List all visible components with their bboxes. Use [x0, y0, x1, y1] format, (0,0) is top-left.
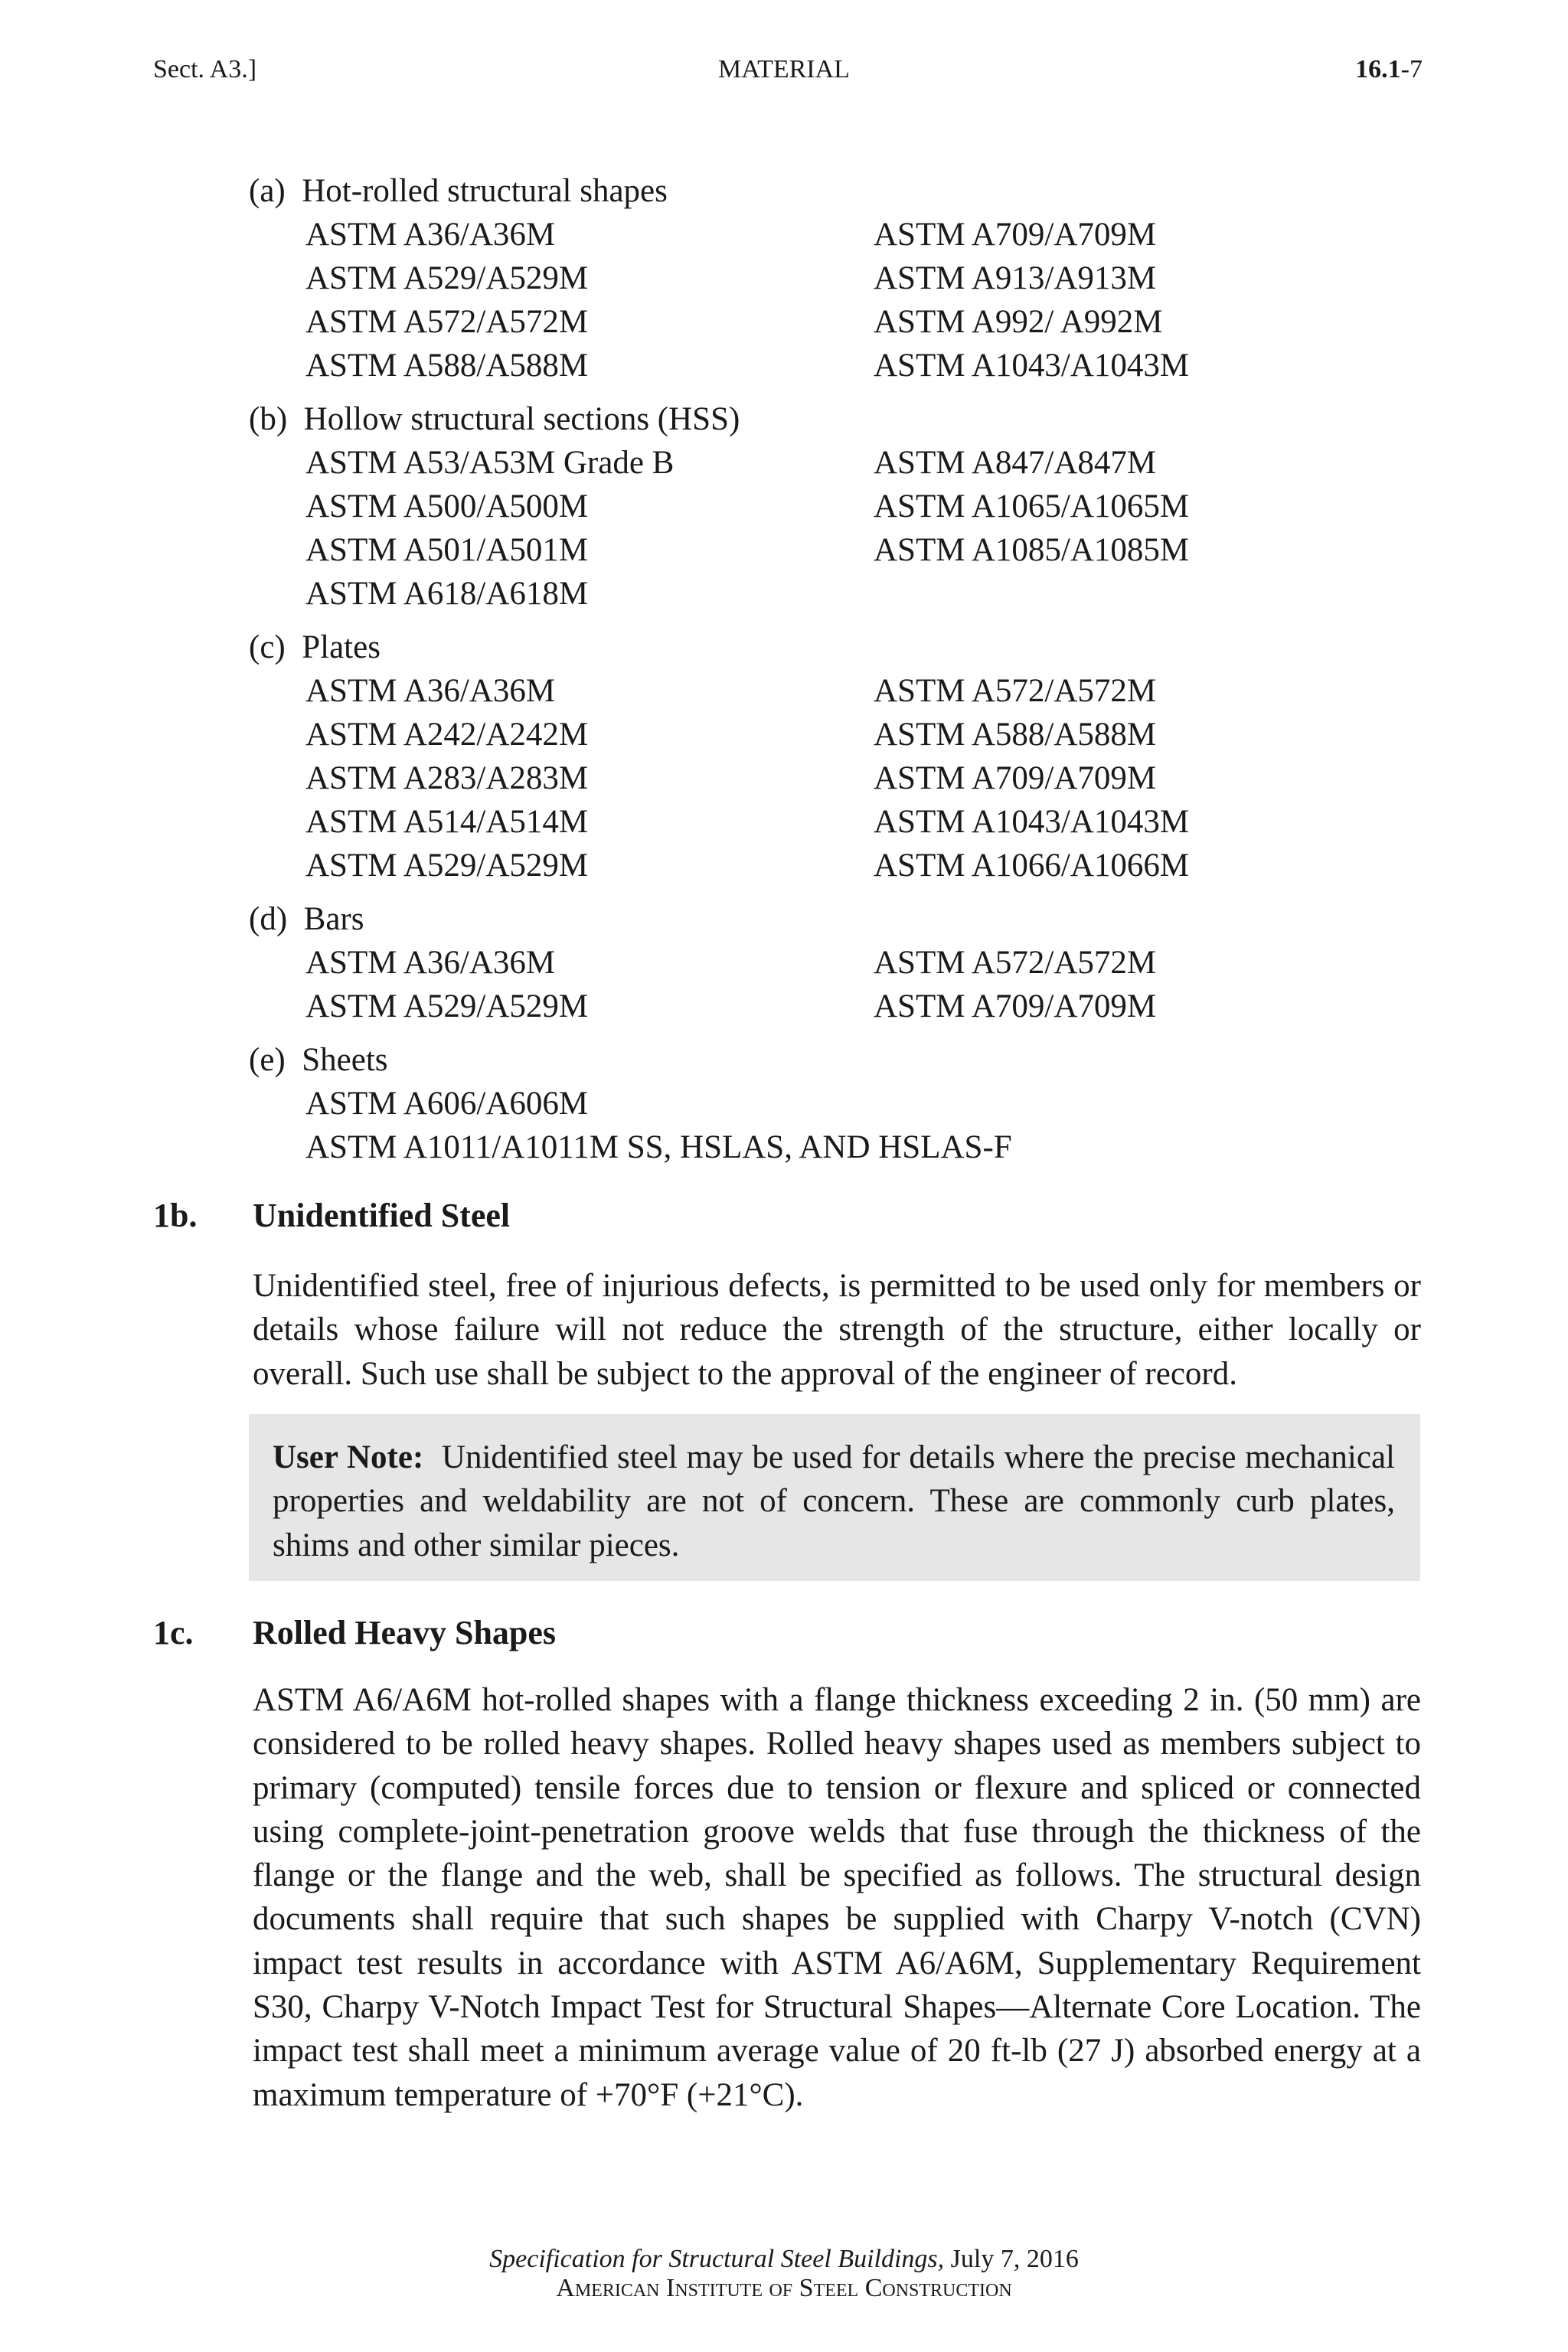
list-category-title: Plates: [302, 629, 381, 665]
list-item: ASTM A606/A606M: [305, 1086, 589, 1122]
section-number: 1b.: [153, 1197, 198, 1234]
user-note-label: User Note:: [273, 1439, 424, 1475]
list-item: ASTM A709/A709M: [874, 988, 1157, 1024]
list-item: ASTM A529/A529M: [305, 848, 589, 884]
list-item: ASTM A1066/A1066M: [874, 848, 1190, 884]
page-number-page: -7: [1400, 55, 1423, 83]
list-category-label: (a): [249, 173, 286, 209]
list-category-label: (c): [249, 629, 286, 665]
list-item: ASTM A283/A283M: [305, 760, 589, 796]
list-item: ASTM A1011/A1011M SS, HSLAS, AND HSLAS-F: [305, 1129, 1012, 1165]
list-item: ASTM A847/A847M: [874, 445, 1157, 481]
list-category-heading: [249, 903, 364, 936]
list-item: ASTM A588/A588M: [874, 717, 1157, 753]
user-note-body: Unidentified steel may be used for details where the precise mechanical properties and weldability are not of concern. These are commonly curb plates, shims and other similar pieces.: [273, 1439, 1395, 1563]
footer-organization: American Institute of Steel Construction: [556, 2274, 1012, 2302]
list-item: ASTM A588/A588M: [305, 348, 589, 384]
section-body: Unidentified steel, free of injurious defects, is permitted to be used only for members or details whose failure will not reduce the strength of the structure, either locally or overall. Such use shall be subject to the approval of the engineer of record.: [253, 1268, 1421, 1392]
list-item: ASTM A36/A36M: [305, 945, 556, 981]
list-category-label: (d): [249, 901, 288, 937]
list-item: ASTM A618/A618M: [305, 576, 589, 612]
list-category-label: (e): [249, 1042, 286, 1078]
list-item: ASTM A1043/A1043M: [874, 348, 1190, 384]
list-item: ASTM A572/A572M: [874, 945, 1157, 981]
page-number-chapter: 16.1: [1355, 55, 1401, 83]
section-body: ASTM A6/A6M hot-rolled shapes with a flange thickness exceeding 2 in. (50 mm) are considered to be rolled heavy shapes. Rolled heavy shapes used as members subject to primary (computed) tensile forces due to tension or flexure and spliced or connected using complete-joint-penetration groove welds that fuse through the thickness of the flange or the flange and the web, shall be specified as follows. The structural design documents shall require that such shapes be supplied with Charpy V-notch (CVN) impact test results in accordance with ASTM A6/A6M, Supplementary Requirement S30, Charpy V-Notch Impact Test for Structural Shapes—Alternate Core Location. The impact test shall meet a minimum average value of 20 ft-lb (27 J) absorbed energy at a maximum temperature of +70°F (+21°C).: [253, 1682, 1421, 2113]
list-item: ASTM A913/A913M: [874, 260, 1157, 296]
section-number: 1c.: [153, 1614, 194, 1651]
list-item: ASTM A501/A501M: [305, 532, 589, 568]
list-category-label: (b): [249, 401, 288, 437]
list-item: ASTM A1065/A1065M: [874, 488, 1190, 524]
footer-date: July 7, 2016: [944, 2245, 1079, 2273]
list-item: ASTM A53/A53M Grade B: [305, 445, 675, 481]
footer-citation: [0, 2245, 1568, 2274]
user-note-box: [249, 1414, 1420, 1581]
list-item: ASTM A242/A242M: [305, 717, 589, 753]
running-header-section: Sect. A3.]: [153, 55, 257, 83]
list-item: ASTM A514/A514M: [305, 804, 589, 840]
user-note-text: [273, 1436, 1395, 1567]
list-item: ASTM A709/A709M: [874, 217, 1157, 253]
list-item: ASTM A529/A529M: [305, 260, 589, 296]
list-category-heading: [249, 403, 740, 436]
list-item: ASTM A572/A572M: [305, 304, 589, 340]
list-item: ASTM A36/A36M: [305, 217, 556, 253]
list-item: ASTM A529/A529M: [305, 988, 589, 1024]
list-item: ASTM A36/A36M: [305, 673, 556, 709]
section-title: Unidentified Steel: [253, 1197, 511, 1234]
list-category-title: Hollow structural sections (HSS): [303, 401, 740, 437]
running-header-title: MATERIAL: [718, 55, 850, 83]
list-category-heading: [249, 631, 381, 664]
page-number: [1355, 55, 1423, 84]
list-category-title: Sheets: [302, 1042, 388, 1078]
list-item: ASTM A709/A709M: [874, 760, 1157, 796]
list-category-heading: [249, 175, 668, 207]
list-category-title: Hot-rolled structural shapes: [302, 173, 668, 209]
list-category-heading: [249, 1044, 388, 1076]
list-item: ASTM A992/ A992M: [874, 304, 1163, 340]
list-item: ASTM A572/A572M: [874, 673, 1157, 709]
list-item: ASTM A1043/A1043M: [874, 804, 1190, 840]
list-item: ASTM A500/A500M: [305, 488, 589, 524]
section-title: Rolled Heavy Shapes: [253, 1614, 557, 1651]
list-item: ASTM A1085/A1085M: [874, 532, 1190, 568]
footer-spec-title: Specification for Structural Steel Buildings,: [489, 2245, 945, 2273]
list-category-title: Bars: [303, 901, 364, 937]
